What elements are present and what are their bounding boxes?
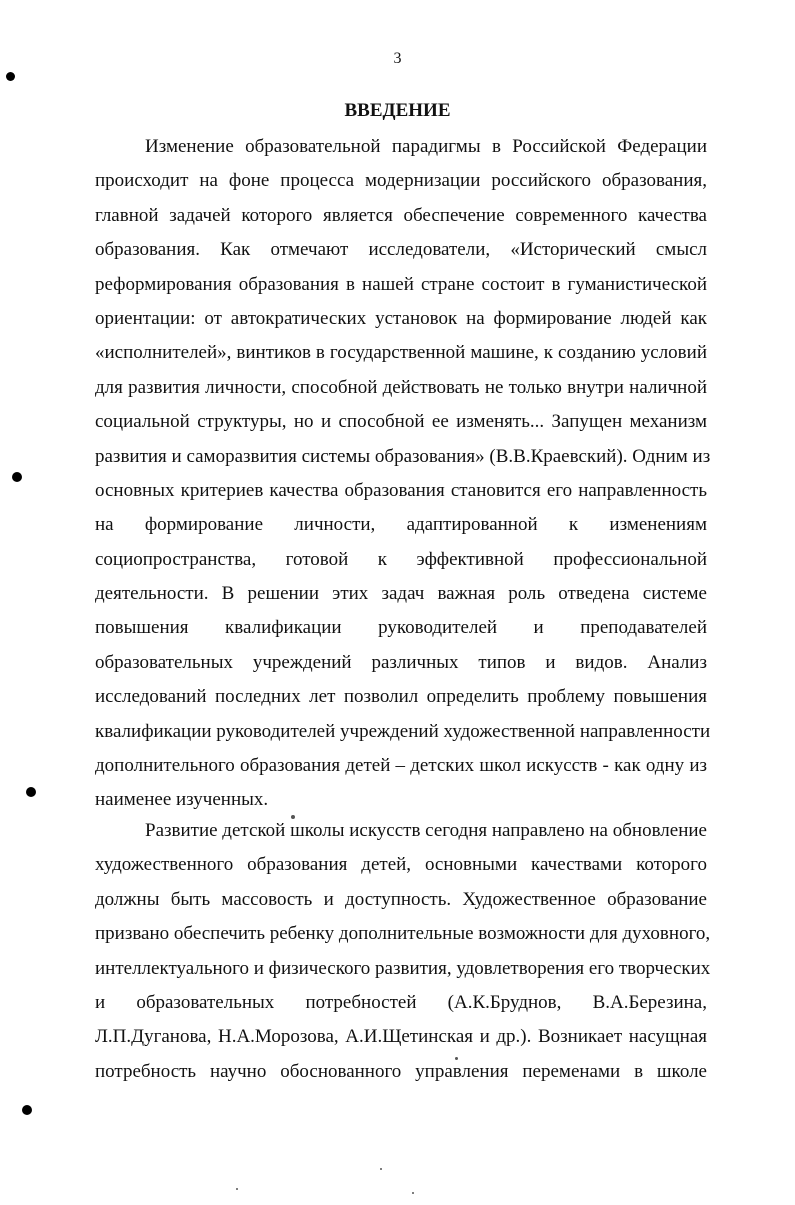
paragraph-introduction bbox=[95, 130, 711, 818]
text-line: «исполнителей», винтиков в государственной машине, к созданию условий bbox=[95, 342, 707, 364]
section-title: ВВЕДЕНИЕ bbox=[344, 100, 451, 121]
text-line: исследований последних лет позволил определить проблему повышения bbox=[95, 686, 707, 708]
text-line: главной задачей которого является обеспечение современного качества bbox=[95, 204, 707, 226]
text-line: Развитие детской школы искусств сегодня направлено на обновление bbox=[145, 820, 707, 841]
text-line: основных критериев качества образования становится его направленность bbox=[95, 479, 707, 501]
scan-artifact-speck bbox=[236, 1188, 238, 1190]
text-line: образовательных учреждений различных типов и видов. Анализ bbox=[95, 651, 707, 673]
text-line: образования. Как отмечают исследователи, «Исторический смысл bbox=[95, 239, 707, 261]
text-line: призвано обеспечить ребенку дополнительные возможности для духовного, bbox=[95, 923, 711, 945]
text-line: должны быть массовость и доступность. Художественное образование bbox=[95, 888, 707, 910]
text-line: для развития личности, способной действовать не только внутри наличной bbox=[95, 376, 707, 398]
text-line: повышения квалификации руководителей и преподавателей bbox=[95, 617, 707, 639]
text-line: развития и саморазвития системы образования» (В.В.Краевский). Одним из bbox=[95, 445, 711, 467]
text-line: на формирование личности, адаптированной к изменениям bbox=[95, 514, 707, 536]
scan-artifact-speck bbox=[291, 815, 295, 819]
text-line: ориентации: от автократических установок на формирование людей как bbox=[95, 307, 707, 329]
scan-artifact-dot bbox=[22, 1105, 32, 1115]
paragraph-art-school bbox=[95, 814, 711, 1089]
text-line: реформирования образования в нашей стране состоит в гуманистической bbox=[95, 273, 707, 295]
text-line: деятельности. В решении этих задач важная роль отведена системе bbox=[95, 583, 707, 605]
text-line: и образовательных потребностей (А.К.Бруднов, В.А.Березина, bbox=[95, 991, 707, 1013]
text-line: художественного образования детей, основными качествами которого bbox=[95, 854, 707, 876]
text-line: наименее изученных. bbox=[95, 789, 269, 811]
scan-artifact-speck bbox=[455, 1057, 458, 1060]
text-line: Л.П.Дуганова, Н.А.Морозова, А.И.Щетинская и др.). Возникает насущная bbox=[95, 1026, 707, 1048]
text-line: квалификации руководителей учреждений художественной направленности bbox=[95, 720, 711, 742]
scan-artifact-dot bbox=[6, 72, 15, 81]
text-line: социальной структуры, но и способной ее изменять... Запущен механизм bbox=[95, 411, 707, 433]
text-line: социопространства, готовой к эффективной профессиональной bbox=[95, 548, 707, 570]
scan-artifact-speck bbox=[412, 1192, 414, 1194]
scan-artifact-speck bbox=[380, 1168, 382, 1170]
text-line: интеллектуального и физического развития, удовлетворения его творческих bbox=[95, 957, 711, 979]
scan-artifact-dot bbox=[12, 472, 22, 482]
text-line: дополнительного образования детей – детских школ искусств - как одну из bbox=[95, 755, 707, 777]
scan-artifact-dot bbox=[26, 787, 36, 797]
text-line: потребность научно обоснованного управления переменами в школе bbox=[95, 1060, 707, 1082]
text-line: происходит на фоне процесса модернизации российского образования, bbox=[95, 170, 707, 192]
page-number: 3 bbox=[393, 50, 402, 67]
text-line: Изменение образовательной парадигмы в Российской Федерации bbox=[145, 136, 707, 157]
